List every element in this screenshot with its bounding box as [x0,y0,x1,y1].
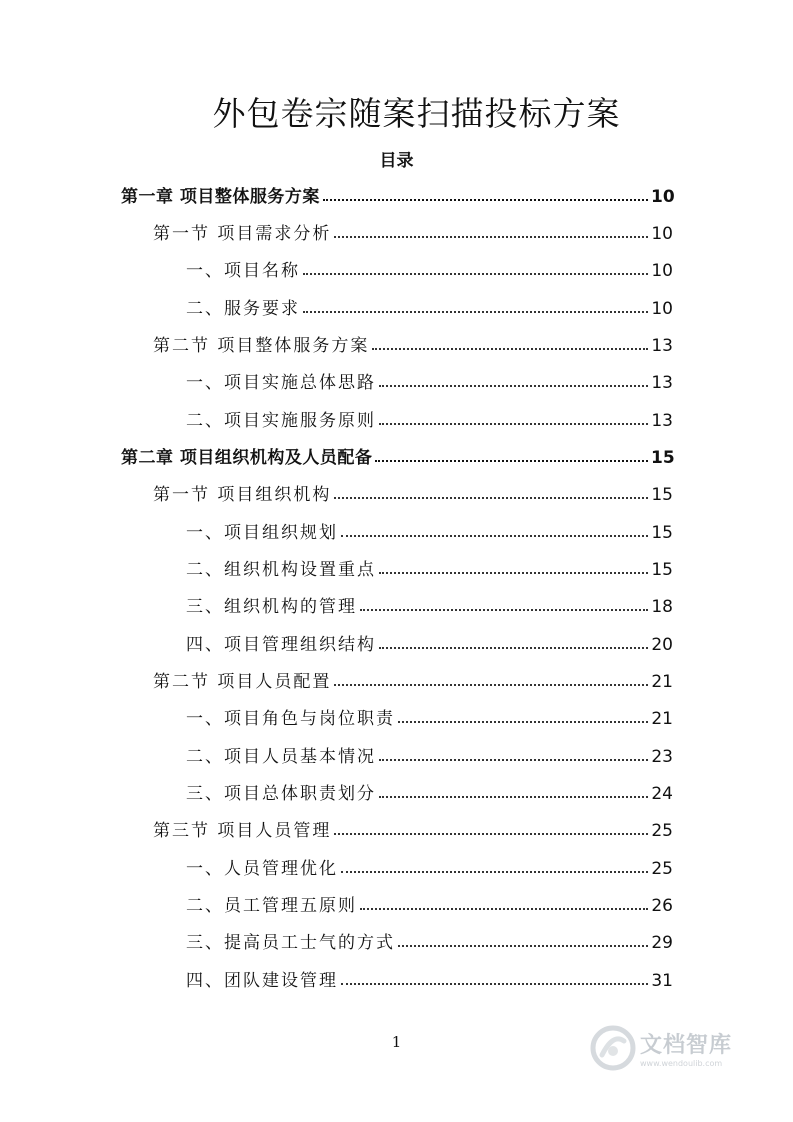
toc-entry-label: 三、提高员工士气的方式 [186,933,395,953]
toc-entry-subsection[interactable] [186,550,673,580]
toc-entry-subsection[interactable] [186,961,673,991]
toc-entry-page: 20 [651,635,673,655]
toc-dot-leader [360,609,648,611]
toc-entry-page: 15 [651,485,673,505]
toc-entry-page: 18 [651,597,673,617]
toc-entry-label: 一、项目名称 [186,261,300,281]
toc-entry-label: 一、人员管理优化 [186,859,338,879]
toc-dot-leader [334,497,648,499]
toc-entry-chapter-2[interactable] [121,438,673,468]
toc-dot-leader [379,572,648,574]
toc-entry-subsection[interactable] [186,289,673,319]
toc-entry-section[interactable] [153,662,673,692]
page-number: 1 [391,1033,402,1051]
toc-entry-label: 三、组织机构的管理 [186,597,357,617]
toc-dot-leader [341,535,648,537]
toc-dot-leader [379,647,648,649]
toc-entry-page: 21 [651,709,673,729]
toc-entry-subsection[interactable] [186,737,673,767]
watermark-name: 文档智库 [640,1033,733,1058]
toc-entry-page: 10 [651,299,673,319]
toc-entry-subsection[interactable] [186,401,673,431]
toc-entry-page: 15 [651,523,673,543]
toc-entry-label: 一、项目实施总体思路 [186,373,376,393]
toc-dot-leader [379,796,648,798]
toc-entry-label: 四、项目管理组织结构 [186,635,376,655]
toc-entry-label: 四、团队建设管理 [186,971,338,991]
toc-dot-leader [360,908,648,910]
toc-entry-subsection[interactable] [186,923,673,953]
toc-entry-subsection[interactable] [186,513,673,543]
toc-entry-label: 第二节 项目人员配置 [153,672,332,692]
toc-dot-leader [341,983,648,985]
toc-entry-label: 二、项目人员基本情况 [186,747,376,767]
toc-entry-label: 二、员工管理五原则 [186,896,357,916]
toc-entry-page: 26 [651,896,673,916]
toc-entry-label: 第一节 项目需求分析 [153,224,332,244]
toc-entry-label: 一、项目角色与岗位职责 [186,709,395,729]
wendou-logo-icon [590,1025,636,1071]
toc-entry-label: 二、组织机构设置重点 [186,560,376,580]
toc-entry-label: 第二节 项目整体服务方案 [153,336,370,356]
toc-dot-leader [398,945,648,947]
toc-entry-label: 三、项目总体职责划分 [186,784,376,804]
toc-entry-page: 23 [651,747,673,767]
toc-dot-leader [303,273,648,275]
toc-entry-label: 第一节 项目组织机构 [153,485,332,505]
toc-dot-leader [334,833,648,835]
toc-entry-page: 31 [651,971,673,991]
toc-dot-leader [334,684,648,686]
toc-entry-label: 第一章 项目整体服务方案 [121,187,320,207]
toc-entry-subsection[interactable] [186,251,673,281]
toc-dot-leader [379,385,648,387]
toc-entry-page: 13 [651,411,673,431]
toc-entry-subsection[interactable] [186,774,673,804]
toc-entry-label: 第二章 项目组织机构及人员配备 [121,448,373,468]
toc-heading: 目录 [379,151,414,171]
toc-entry-section[interactable] [153,326,673,356]
toc-entry-subsection[interactable] [186,625,673,655]
toc-entry-chapter-1[interactable] [121,177,673,207]
toc-dot-leader [323,199,648,201]
toc-entry-page: 25 [651,821,673,841]
toc-entry-label: 二、服务要求 [186,299,300,319]
toc-entry-label: 一、项目组织规划 [186,523,338,543]
toc-entry-page: 10 [651,187,675,207]
toc-dot-leader [341,871,648,873]
toc-entry-page: 29 [651,933,673,953]
toc-dot-leader [303,311,648,313]
watermark-url: www.wendoulib.com [640,1059,723,1068]
toc-entry-page: 24 [651,784,673,804]
toc-entry-subsection[interactable] [186,363,673,393]
toc-dot-leader [372,348,648,350]
toc-entry-label: 二、项目实施服务原则 [186,411,376,431]
toc-entry-subsection[interactable] [186,886,673,916]
toc-entry-page: 15 [651,448,675,468]
toc-entry-label: 第三节 项目人员管理 [153,821,332,841]
toc-entry-subsection[interactable] [186,699,673,729]
toc-entry-subsection[interactable] [186,587,673,617]
toc-entry-section[interactable] [153,475,673,505]
toc-entry-page: 10 [651,224,673,244]
toc-entry-page: 13 [651,336,673,356]
toc-entry-page: 15 [651,560,673,580]
toc-entry-page: 25 [651,859,673,879]
toc-entry-section[interactable] [153,214,673,244]
toc-dot-leader [398,721,648,723]
watermark [590,1018,760,1078]
toc-dot-leader [379,759,648,761]
toc-dot-leader [379,423,648,425]
toc-entry-page: 13 [651,373,673,393]
toc-entry-section[interactable] [153,811,673,841]
toc-entry-subsection[interactable] [186,849,673,879]
toc-entry-page: 10 [651,261,673,281]
toc-entry-page: 21 [651,672,673,692]
toc-dot-leader [334,236,648,238]
toc-dot-leader [375,460,648,462]
document-title: 外包卷宗随案扫描投标方案 [212,94,621,133]
